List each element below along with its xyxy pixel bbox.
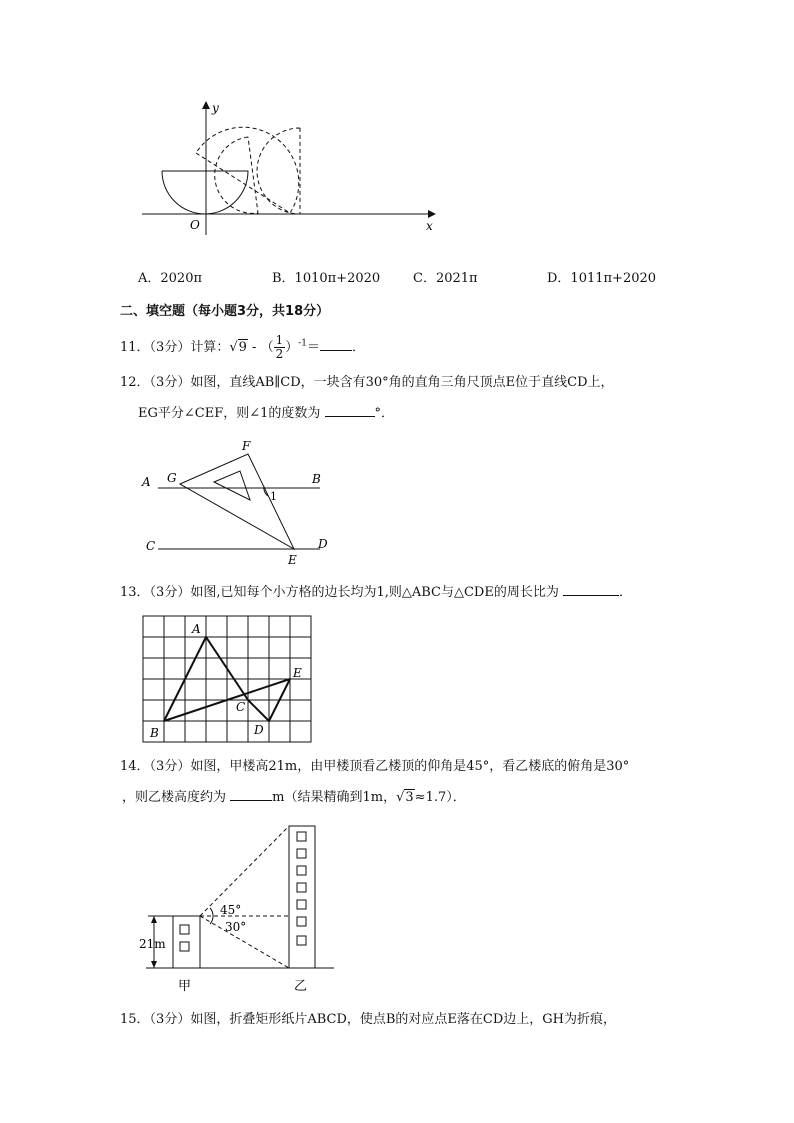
q15-text: 如图，折叠矩形纸片ABCD，使点B的对应点E落在CD边上，GH为折痕， (190, 1012, 617, 1027)
q12-number: 12． (120, 375, 150, 390)
q14-number: 14． (120, 759, 150, 774)
q13-end: ． (619, 585, 633, 600)
q12-line1: 如图，直线AB∥CD，一块含有30°角的直角三角尺顶点E位于直线CD上， (190, 375, 614, 390)
q11-radicand: 9 (238, 340, 247, 355)
window (297, 900, 306, 909)
grid-label-c: C (236, 700, 246, 714)
origin-label: O (190, 218, 200, 232)
sight-up (200, 826, 289, 916)
label-e: E (288, 553, 297, 567)
question-15 (120, 1011, 616, 1029)
q12-line2a: EG平分∠CEF，则∠1的度数为 (138, 406, 321, 421)
q14-answer-blank[interactable] (230, 788, 272, 801)
window (297, 832, 306, 841)
label-g: G (167, 471, 177, 485)
y-axis-arrow (202, 101, 210, 109)
q15-number: 15． (120, 1012, 150, 1027)
q14-score: （3分） (149, 759, 191, 774)
question-11 (120, 334, 365, 361)
grid-label-d: D (254, 723, 264, 737)
question-14-line1 (120, 758, 629, 776)
grid-label-a: A (192, 622, 201, 636)
q10-option-c[interactable]: C．2021π (413, 271, 478, 286)
window (180, 942, 189, 951)
q14-line1: 如图，甲楼高21m，由甲楼顶看乙楼顶的仰角是45°，看乙楼底的俯角是30° (190, 759, 630, 774)
q14-line2a: ，则乙楼高度约为 (122, 790, 227, 805)
q10-option-d[interactable]: D．1011π+2020 (547, 271, 657, 286)
q13-number: 13． (120, 585, 150, 600)
grid-label-e: E (293, 666, 302, 680)
q12-score: （3分） (149, 375, 191, 390)
question-12-line2 (138, 404, 394, 423)
window (297, 883, 306, 892)
q10-figure (130, 95, 450, 240)
x-axis-label: x (426, 219, 433, 233)
window (297, 866, 306, 875)
q13-answer-blank[interactable] (563, 583, 619, 596)
q11-number: 11． (120, 340, 150, 355)
label-f: F (242, 439, 251, 453)
label-c: C (146, 539, 156, 553)
q14-line2c: ≈1.7）． (414, 790, 466, 805)
label-angle-1: 1 (270, 490, 277, 503)
ruler-hole (214, 471, 250, 500)
label-yi: 乙 (294, 979, 308, 994)
y-axis-label: y (212, 101, 219, 115)
label-jia: 甲 (178, 979, 192, 994)
window (180, 925, 189, 934)
q14-sqrt: √3 (396, 790, 414, 805)
building-yi (289, 826, 315, 968)
q11-frac-den: 2 (275, 347, 284, 361)
label-d: D (318, 537, 328, 551)
q14-figure (136, 820, 346, 998)
q13-text: 如图,已知每个小方格的边长均为1,则△ABC与△CDE的周长比为 (190, 585, 559, 600)
label-a: A (142, 475, 151, 489)
semicircle-rotated-1 (196, 127, 299, 213)
q11-answer-blank[interactable] (320, 338, 352, 351)
label-b: B (312, 472, 321, 486)
label-45: 45° (220, 903, 242, 917)
q10-option-a[interactable]: A．2020π (138, 271, 203, 286)
grid (143, 616, 311, 742)
q13-score: （3分） (149, 585, 191, 600)
q11-score: （3分） (149, 340, 191, 355)
question-13 (120, 583, 632, 602)
q11-equals: ＝ (307, 340, 321, 355)
window (297, 917, 306, 926)
semicircle-initial (162, 171, 248, 214)
q11-end: ． (352, 340, 366, 355)
section-title: 二、填空题（每小题3分，共18分） (120, 304, 330, 319)
semicircle-rotated-2 (215, 137, 258, 213)
q11-tail: ） (285, 340, 299, 355)
q15-score: （3分） (149, 1012, 191, 1027)
x-axis-arrow (428, 210, 436, 218)
window (297, 936, 306, 945)
label-21m: 21m (139, 937, 166, 951)
q13-figure (140, 613, 318, 748)
q12-line2b: °． (374, 406, 395, 421)
grid-label-b: B (150, 726, 159, 740)
q11-minus: - （ (247, 340, 274, 355)
q11-frac-num: 1 (275, 333, 284, 347)
window (297, 849, 306, 858)
q12-figure (140, 438, 340, 568)
question-12-line1 (120, 374, 614, 392)
q14-line2b: m（结果精确到1m， (272, 790, 397, 805)
q11-sqrt: √9 (229, 340, 247, 355)
q11-lead: 计算： (190, 340, 230, 355)
q11-fraction (274, 334, 286, 361)
q10-option-b[interactable]: B．1010π+2020 (272, 271, 381, 286)
semicircle-rotated-3 (257, 128, 300, 214)
q12-answer-blank[interactable] (325, 404, 375, 417)
q11-exponent: -1 (298, 338, 308, 349)
question-14-line2 (122, 788, 466, 807)
label-30: 30° (225, 920, 247, 934)
q14-radicand: 3 (405, 790, 414, 805)
